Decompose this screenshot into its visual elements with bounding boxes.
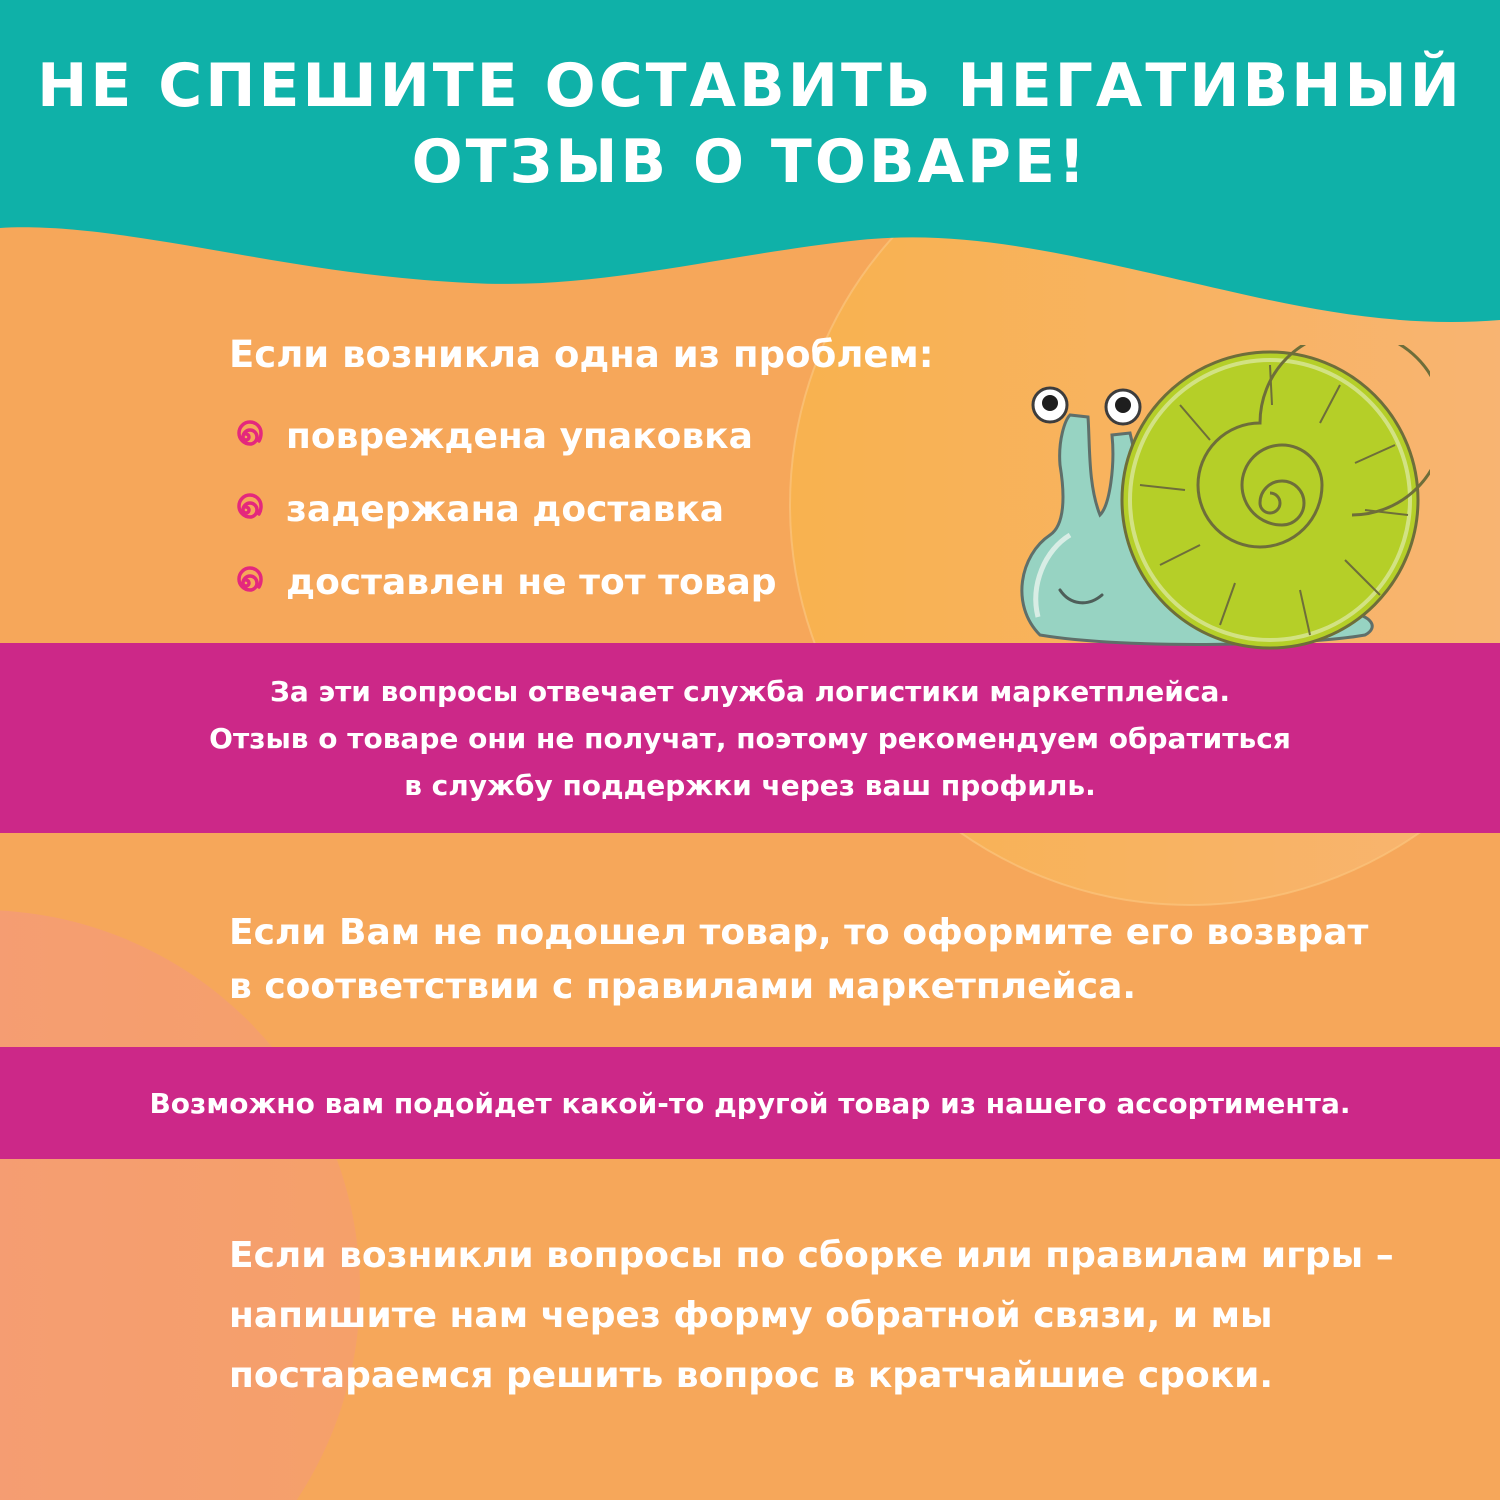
spiral-icon	[224, 415, 268, 459]
list-item	[224, 400, 777, 473]
problems-heading: Если возникла одна из проблем:	[229, 333, 934, 376]
assembly-line-3: постараемся решить вопрос в кратчайшие сроки.	[229, 1355, 1274, 1396]
problem-label: повреждена упаковка	[286, 416, 753, 457]
assortment-banner	[0, 1047, 1500, 1159]
problem-list	[224, 400, 777, 619]
return-info	[229, 906, 1368, 1014]
logistics-line-3: в службу поддержки через ваш профиль.	[404, 768, 1096, 802]
assembly-line-2: напишите нам через форму обратной связи, и мы	[229, 1295, 1273, 1336]
list-item	[224, 473, 777, 546]
problem-label: задержана доставка	[286, 489, 725, 530]
title-line-1: НЕ СПЕШИТЕ ОСТАВИТЬ НЕГАТИВНЫЙ	[37, 51, 1463, 121]
spiral-icon	[224, 561, 268, 605]
title-line-2: ОТЗЫВ О ТОВАРЕ!	[411, 127, 1089, 197]
logistics-line-2: Отзыв о товаре они не получат, поэтому рекомендуем обратиться	[209, 721, 1291, 755]
spiral-icon	[224, 488, 268, 532]
problem-label: доставлен не тот товар	[286, 562, 777, 603]
assembly-line-1: Если возникли вопросы по сборке или правилам игры –	[229, 1235, 1394, 1276]
return-line-1: Если Вам не подошел товар, то оформите его возврат	[229, 912, 1369, 953]
assembly-info	[229, 1226, 1394, 1406]
assortment-text: Возможно вам подойдет какой-то другой товар из нашего ассортимента.	[149, 1086, 1351, 1120]
logistics-line-1: За эти вопросы отвечает служба логистики маркетплейса.	[269, 674, 1231, 708]
snail-illustration	[1010, 345, 1430, 665]
logistics-banner	[0, 643, 1500, 833]
list-item	[224, 546, 777, 619]
return-line-2: в соответствии с правилами маркетплейса.	[229, 966, 1137, 1007]
page-title	[0, 48, 1500, 200]
